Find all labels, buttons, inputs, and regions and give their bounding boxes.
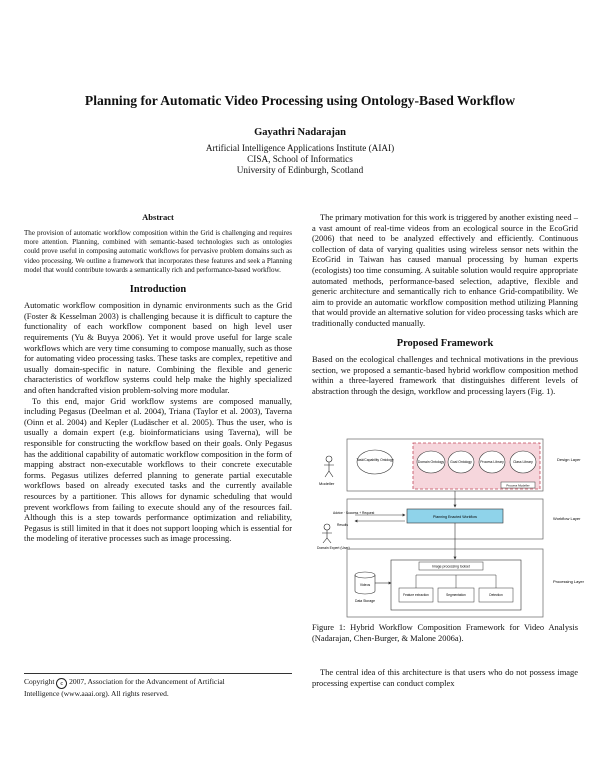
copyright-text-pre: Copyright [24,677,55,686]
detection-label: Detection [489,593,503,597]
workflow-layer-label: Workflow Layer [553,516,581,521]
videos-cylinder [355,572,375,578]
segmentation-label: Segmentation [446,593,466,597]
affiliation-line: University of Edinburgh, Scotland [236,165,364,175]
feature-label: Feature extraction [403,593,429,597]
copyright-notice [24,673,292,699]
right-paragraph-2: Based on the ecological challenges and technical motivations in the previous section, we proposed a semantic-based hybrid workflow composition method within a three-layered framework that distinguishes different levels of abstraction through the design, workflow and processing layers (Fig. 1). [312,354,578,396]
task-capability-ontology-node [357,450,393,474]
processing-layer-label: Processing Layer [553,579,584,584]
results-label: Results [337,523,348,527]
proposed-framework-heading: Proposed Framework [396,337,494,349]
task-cap-label: Task/Capability Ontology [356,458,394,462]
framework-diagram [315,435,584,621]
design-layer-label: Design Layer [557,457,581,462]
figure-caption: Figure 1: Hybrid Workflow Composition Framework for Video Analysis (Nadarajan, Chen-Burger, & Malone 2006a). [312,622,578,643]
affiliation-line: Artificial Intelligence Applications Institute (AIAI) [205,143,395,153]
right-paragraph-1: The primary motivation for this work is triggered by another existing need – a vast amount of real-time videos from an ecological source in the EcoGrid (2006) that need to be analyzed effectively and efficiently. Continuous collection of data of varying qualities using wireless sensor nets within the EcoGrid in Taiwan has caused manual processing by human experts (ecologists) too time consuming. A suitable solution would require appropriate automated methods, performance-based selection, adaptive, flexible and generic architecture and semantically rich to enhance Grid-compatibility. We aim to provide an automatic workflow composition method utilizing Planning that would provide an alternative solution for video processing tasks which are traditionally conducted manually. [312,212,578,328]
author-name: Gayathri Nadarajan [254,127,346,138]
copyright-text-line2: Intelligence (www.aaai.org). All rights reserved. [24,689,169,698]
domain-expert-icon [324,524,330,530]
advice-label: Advice · Success + Request [333,511,375,515]
goal-ont-label: Goal Ontology [450,460,472,464]
copyright-text-post: 2007, Association for the Advancement of Artificial [69,677,225,686]
class-lib-label: Class Library [513,460,533,464]
copyright-symbol: c [56,678,67,689]
abstract-text: The provision of automatic workflow composition within the Grid is challenging and requires more attention. Planning, combined with semantic-based technologies such as ontologies could prove useful in composing automatic workflows for pervasive problem domains such as video processing. We outline a framework that incorporates these features and seek a Planning model that would contribute towards a semantically rich and performance-based workflow. [24,228,292,275]
data-storage-label: Data Storage [355,599,375,603]
right-paragraph-3-text: The central idea of this architecture is that users who do not possess image processing expertise can conduct complex [312,667,578,688]
modeller-label: Modeller [319,481,335,486]
image-proc-label: Image processing toolset [432,564,470,569]
abstract-heading: Abstract [142,212,174,222]
modeller-icon [326,456,332,462]
intro-paragraph-1: Automatic workflow composition in dynamic environments such as the Grid (Foster & Kesselman 2003) is challenging because it is difficult to capture the functionality of each workflow component based on high level user requirements (Yu & Buyya 2006). Yet it would prove useful for large scale workflows which are very time consuming to compose manually, such as those for automating video processing tasks. These tasks are complex, repetitive and usually domain-specific in nature. Combining the flexible and generic characteristics of workflow systems could help make the highly specialized and often handcrafted vision problem-solving more modular. [24,300,292,395]
videos-label: Videos [359,583,371,587]
domain-ont-label: Domain Ontology [417,460,445,464]
intro-paragraph-2: To this end, major Grid workflow systems are composed manually, including Pegasus (Deelman et al. 2004), Triana (Taylor et al. 2003), Taverna (Oinn et al. 2004) and Kepler (Ludäscher et al. 2005). Thus the user, who is usually a domain expert (e.g. bioinformaticians using Taverna), will be responsible for constructing the workflow based on their goals. Only Pegasus has the additional capability of automatic workflow composition in the form of mapping abstract non-executable workflows to their concrete executable forms. Pegasus utilizes deferred planning to generate partial executable workflows based on already executed tasks and the currently available resources by a partitioner. This allows for dynamic scheduling that would prevent workflows from failing to execute should any of the resources fail. Although this is a step towards performance optimization and reliability, Pegasus is still limited in that it does not support looping which is essential for the modeling of iterative processes such as image processing. [24,395,292,544]
right-column [312,212,578,397]
affiliation-line: CISA, School of Informatics [247,154,353,164]
left-column [24,212,292,544]
process-lib-label: Process Library [480,460,504,464]
figure-1 [315,435,584,621]
domain-expert-label: Domain Expert (User) [317,546,350,550]
right-paragraph-3 [312,667,578,688]
introduction-heading: Introduction [129,283,187,295]
planning-label: Planning Enacted Workflow [433,515,477,519]
process-mod-label: Process Modeller [506,483,530,488]
paper-title: Planning for Automatic Video Processing using Ontology-Based Workflow [84,93,516,108]
